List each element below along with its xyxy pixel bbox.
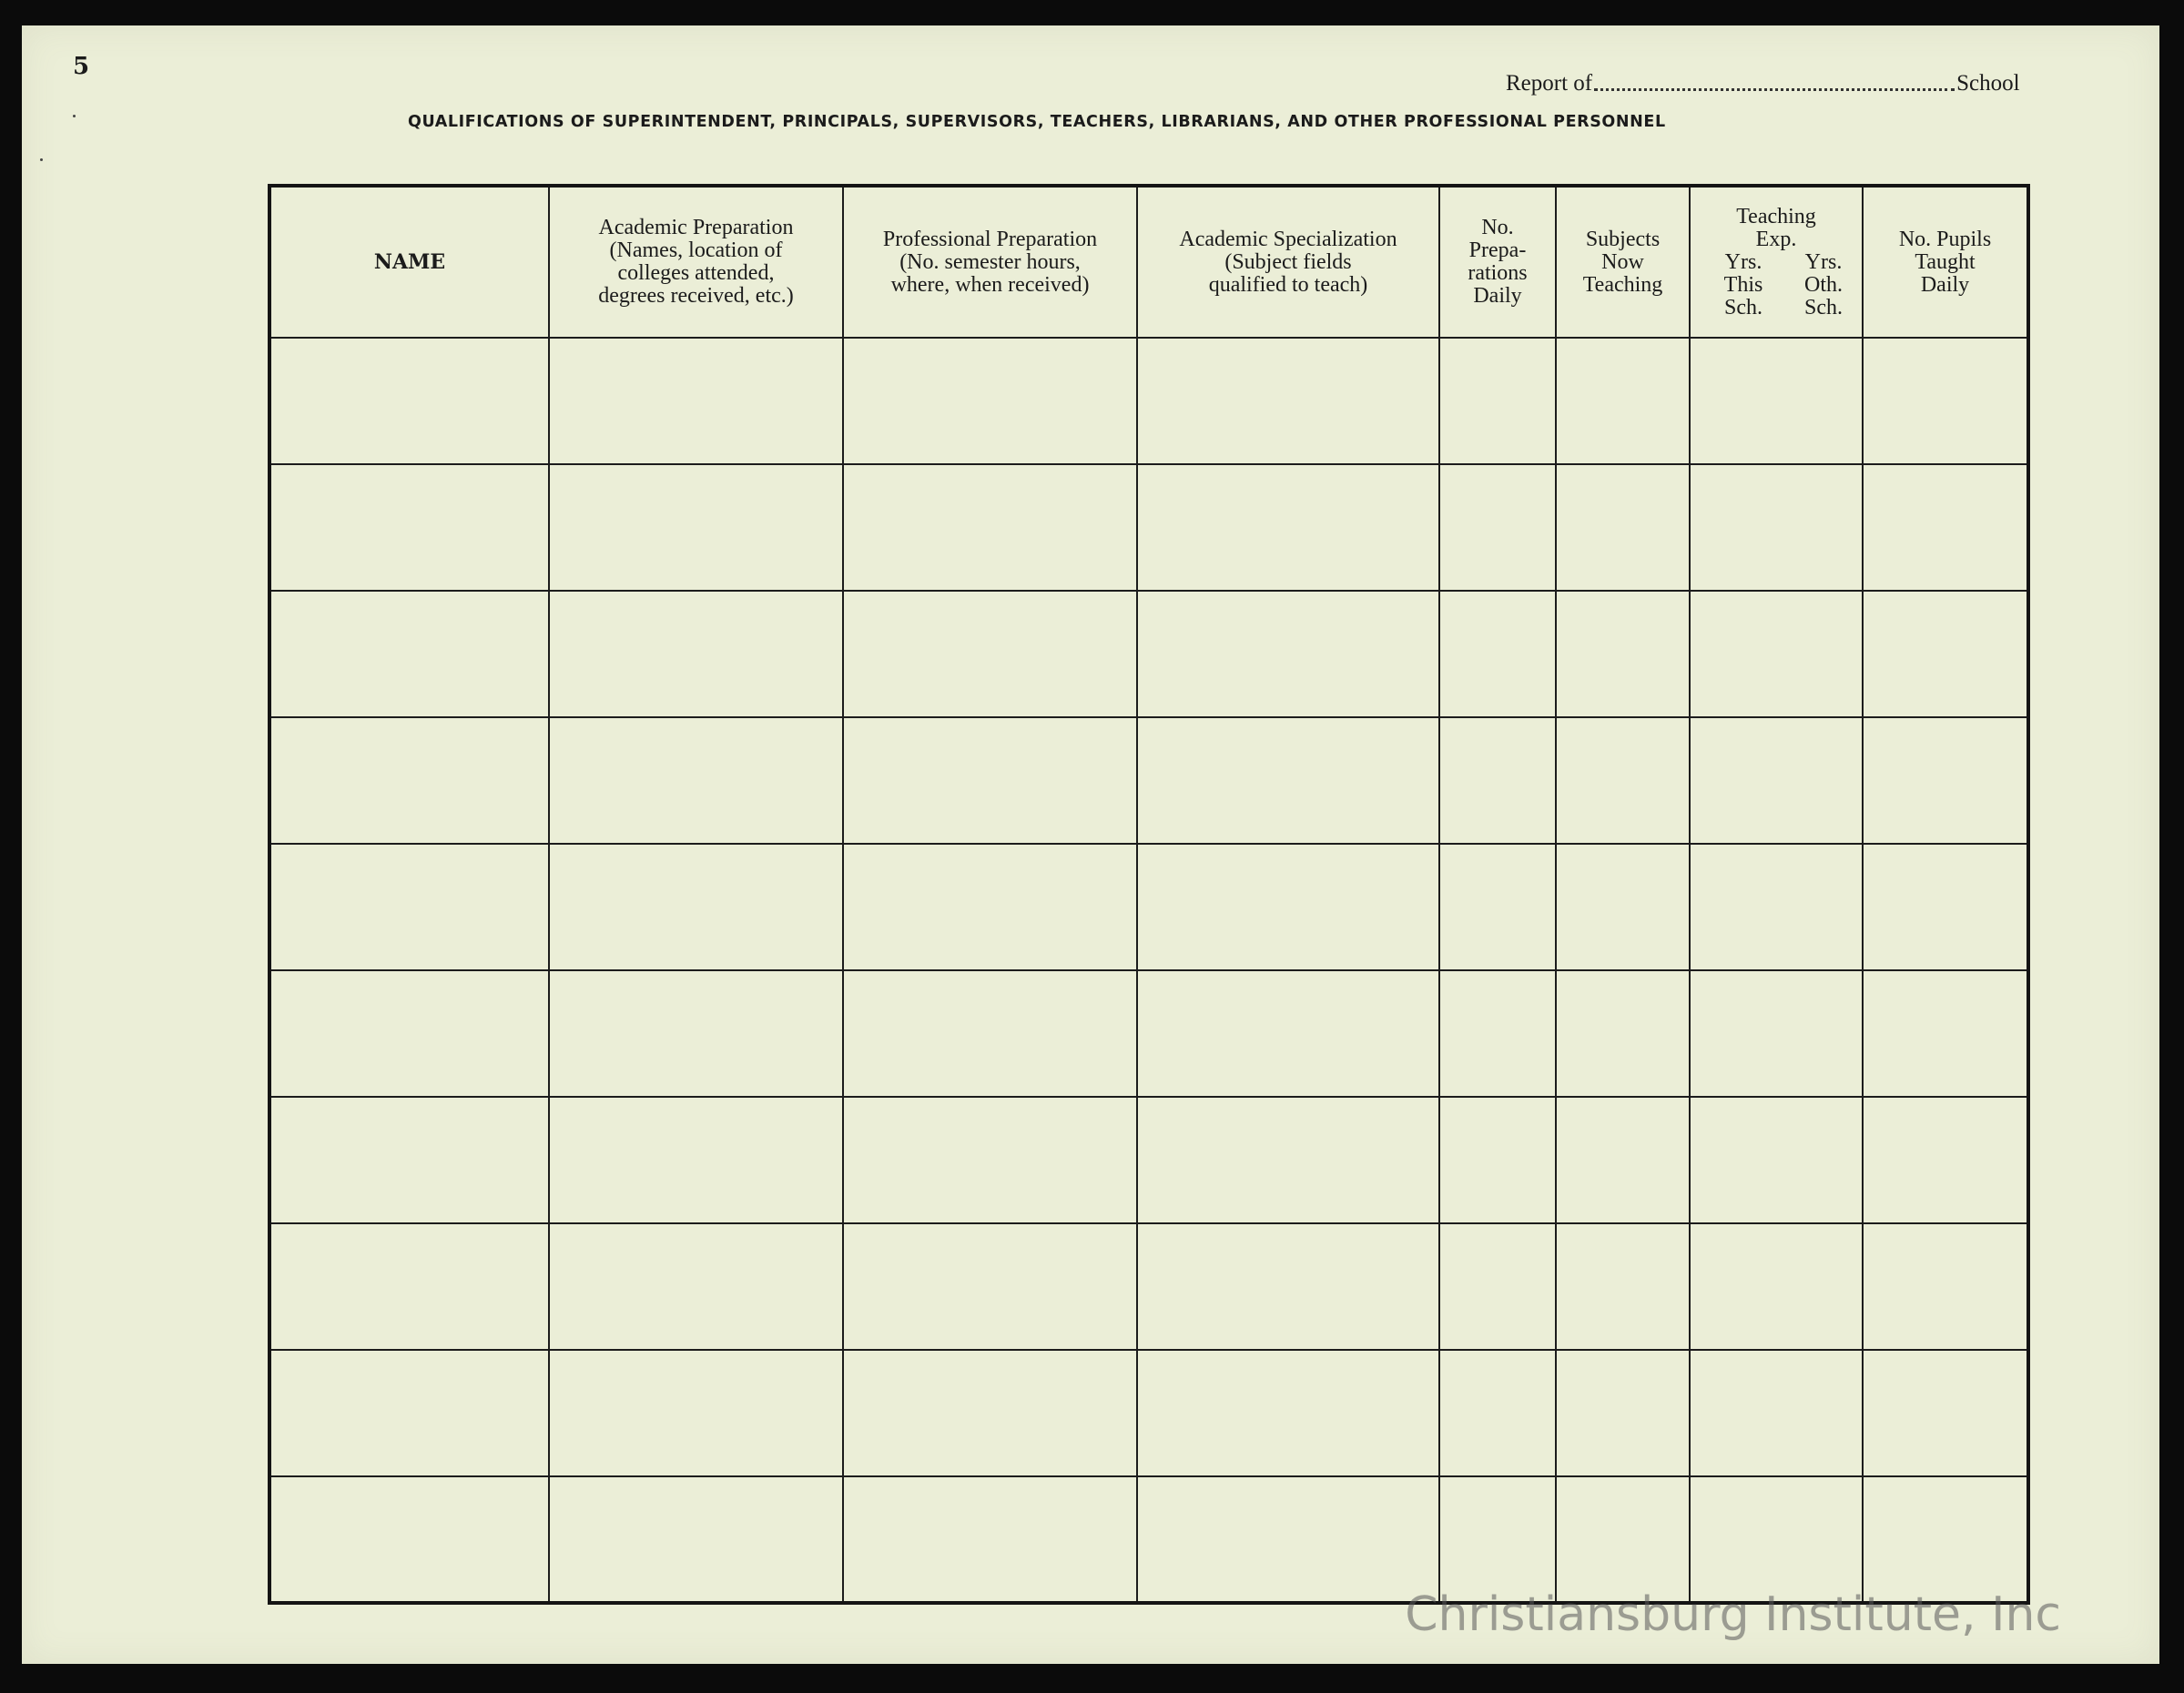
cell-pupils-taught-daily[interactable] [1863,844,2028,970]
cell-academic-preparation[interactable] [549,1350,843,1476]
cell-professional-preparation[interactable] [843,970,1137,1097]
cell-academic-specialization[interactable] [1137,970,1439,1097]
header-line: Taught [1915,249,1976,274]
header-line: qualified to teach) [1208,272,1368,297]
header-line: Academic Specialization [1179,227,1397,251]
cell-professional-preparation[interactable] [843,844,1137,970]
cell-academic-preparation[interactable] [549,717,843,844]
cell-academic-specialization[interactable] [1137,1476,1439,1603]
header-line: degrees received, etc.) [598,284,794,308]
cell-subjects-now-teaching[interactable] [1556,591,1690,717]
cell-name[interactable] [269,844,549,970]
cell-pupils-taught-daily[interactable] [1863,591,2028,717]
watermark-text: Christiansburg Institute, Inc [1405,1587,2061,1642]
cell-professional-preparation[interactable] [843,1476,1137,1603]
cell-subjects-now-teaching[interactable] [1556,1350,1690,1476]
header-line: Academic Preparation [598,216,794,239]
cell-no-preparations[interactable] [1439,1223,1556,1350]
cell-academic-preparation[interactable] [549,464,843,591]
cell-academic-specialization[interactable] [1137,717,1439,844]
cell-teaching-experience[interactable] [1690,970,1863,1097]
table-row [269,970,2028,1097]
cell-no-preparations[interactable] [1439,1097,1556,1223]
header-row [269,186,2028,338]
header-line: Sch. [1724,295,1762,319]
cell-teaching-experience[interactable] [1690,1476,1863,1603]
teaching-exp-subheaders [1691,251,1862,319]
cell-professional-preparation[interactable] [843,1350,1137,1476]
header-line: Yrs. [1724,249,1762,274]
cell-academic-specialization[interactable] [1137,591,1439,717]
cell-subjects-now-teaching[interactable] [1556,1476,1690,1603]
header-line: Daily [1920,272,1970,297]
page-number: 5 [73,53,90,80]
cell-name[interactable] [269,591,549,717]
cell-pupils-taught-daily[interactable] [1863,717,2028,844]
table-row [269,338,2028,464]
header-academic-specialization [1137,186,1439,338]
table-row [269,844,2028,970]
school-label: School [1956,71,2020,96]
cell-professional-preparation[interactable] [843,717,1137,844]
header-name: NAME [269,186,549,338]
cell-academic-specialization[interactable] [1137,1350,1439,1476]
table-row [269,1223,2028,1350]
cell-academic-preparation[interactable] [549,970,843,1097]
cell-academic-preparation[interactable] [549,1476,843,1603]
header-line: Prepa- [1468,238,1527,262]
paper-speck [40,158,43,161]
cell-name[interactable] [269,717,549,844]
paper-speck [73,115,76,117]
table-row [269,1350,2028,1476]
header-professional-preparation [843,186,1137,338]
school-name-blank [1594,88,1955,91]
cell-subjects-now-teaching[interactable] [1556,844,1690,970]
header-line: Daily [1473,284,1522,308]
header-line: This [1723,272,1763,297]
table-row [269,717,2028,844]
cell-pupils-taught-daily[interactable] [1863,338,2028,464]
yrs-this-school [1716,251,1771,319]
header-line: where, when received) [890,272,1090,297]
report-of-line [1506,71,2020,96]
cell-name[interactable] [269,970,549,1097]
cell-name[interactable] [269,1476,549,1603]
table-row [269,591,2028,717]
cell-teaching-experience[interactable] [1690,464,1863,591]
header-line: Professional Preparation [882,227,1098,251]
header-no-preparations [1439,186,1556,338]
header-line: Yrs. [1804,249,1843,274]
header-subjects-now-teaching [1556,186,1690,338]
cell-teaching-experience[interactable] [1690,1223,1863,1350]
header-line: Teaching [1582,272,1663,297]
report-of-label: Report of [1506,71,1593,96]
table-row [269,1097,2028,1223]
header-line: Exp. [1755,227,1797,251]
cell-name[interactable] [269,338,549,464]
cell-pupils-taught-daily[interactable] [1863,1097,2028,1223]
cell-teaching-experience[interactable] [1690,591,1863,717]
cell-subjects-now-teaching[interactable] [1556,970,1690,1097]
cell-name[interactable] [269,464,549,591]
cell-pupils-taught-daily[interactable] [1863,1350,2028,1476]
header-line: colleges attended, [617,261,775,285]
header-line: Sch. [1804,295,1843,319]
cell-no-preparations[interactable] [1439,1476,1556,1603]
cell-no-preparations[interactable] [1439,591,1556,717]
cell-academic-preparation[interactable] [549,1097,843,1223]
cell-professional-preparation[interactable] [843,1097,1137,1223]
cell-academic-specialization[interactable] [1137,844,1439,970]
cell-subjects-now-teaching[interactable] [1556,338,1690,464]
header-teaching-experience [1690,186,1863,338]
cell-professional-preparation[interactable] [843,1223,1137,1350]
cell-academic-specialization[interactable] [1137,338,1439,464]
cell-pupils-taught-daily[interactable] [1863,1223,2028,1350]
cell-academic-specialization[interactable] [1137,1097,1439,1223]
cell-subjects-now-teaching[interactable] [1556,1223,1690,1350]
cell-teaching-experience[interactable] [1690,338,1863,464]
cell-professional-preparation[interactable] [843,464,1137,591]
header-pupils-taught-daily [1863,186,2028,338]
cell-name[interactable] [269,1097,549,1223]
table-row [269,464,2028,591]
cell-subjects-now-teaching[interactable] [1556,464,1690,591]
cell-professional-preparation[interactable] [843,338,1137,464]
header-line: No. Pupils [1898,227,1992,251]
cell-no-preparations[interactable] [1439,970,1556,1097]
cell-academic-preparation[interactable] [549,338,843,464]
cell-academic-preparation[interactable] [549,591,843,717]
cell-name[interactable] [269,1223,549,1350]
table-row [269,1476,2028,1603]
cell-no-preparations[interactable] [1439,1350,1556,1476]
cell-academic-specialization[interactable] [1137,464,1439,591]
yrs-other-school [1796,251,1851,319]
form-page [22,25,2159,1664]
cell-no-preparations[interactable] [1439,338,1556,464]
header-line: No. [1481,216,1514,239]
header-line: Teaching [1736,204,1816,228]
cell-subjects-now-teaching[interactable] [1556,1097,1690,1223]
cell-pupils-taught-daily[interactable] [1863,970,2028,1097]
header-line: (No. semester hours, [899,249,1081,274]
header-line: rations [1468,261,1528,285]
cell-academic-specialization[interactable] [1137,1223,1439,1350]
cell-teaching-experience[interactable] [1690,844,1863,970]
form-title: QUALIFICATIONS OF SUPERINTENDENT, PRINCIPALS, SUPERVISORS, TEACHERS, LIBRARIANS, AND OTHER PROFESSIONAL PERSONNEL [408,113,1666,131]
cell-no-preparations[interactable] [1439,844,1556,970]
header-line: (Names, location of [609,238,783,262]
cell-name[interactable] [269,1350,549,1476]
header-line: Subjects [1585,227,1661,251]
cell-pupils-taught-daily[interactable] [1863,1476,2028,1603]
cell-teaching-experience[interactable] [1690,1350,1863,1476]
header-line: Oth. [1804,272,1843,297]
qualifications-table [268,184,2030,1605]
header-line: (Subject fields [1224,249,1352,274]
cell-pupils-taught-daily[interactable] [1863,464,2028,591]
cell-academic-preparation[interactable] [549,1223,843,1350]
cell-no-preparations[interactable] [1439,717,1556,844]
header-line: Now [1601,249,1644,274]
cell-teaching-experience[interactable] [1690,717,1863,844]
table-body [269,338,2028,1603]
cell-teaching-experience[interactable] [1690,1097,1863,1223]
cell-professional-preparation[interactable] [843,591,1137,717]
cell-no-preparations[interactable] [1439,464,1556,591]
header-academic-preparation [549,186,843,338]
cell-subjects-now-teaching[interactable] [1556,717,1690,844]
cell-academic-preparation[interactable] [549,844,843,970]
